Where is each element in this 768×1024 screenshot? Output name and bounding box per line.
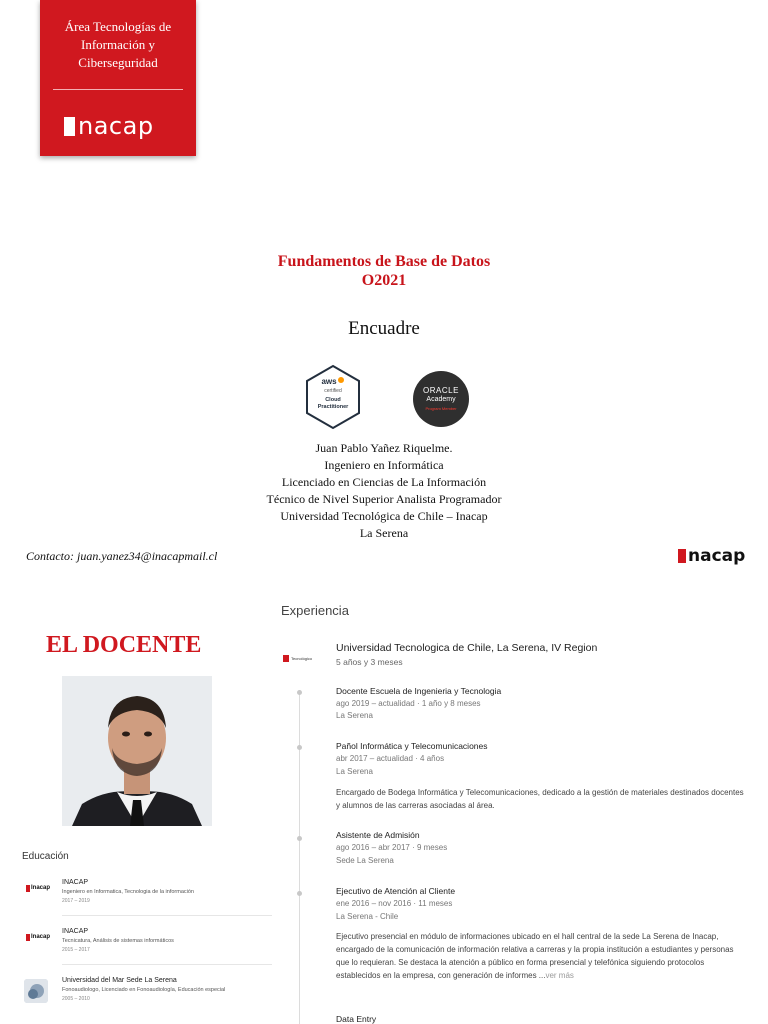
course-name: Fundamentos de Base de Datos [277,253,491,270]
bio-line: Técnico de Nivel Superior Analista Programador [266,492,502,506]
aws-certified-badge [304,364,362,430]
experience-timeline [299,690,300,1024]
banner-line: Ciberseguridad [78,55,158,70]
timeline-dot [297,745,302,750]
bio-line: Licenciado en Ciencias de La Información [281,475,487,489]
education-degree: Ingeniero en Informatica, Tecnologia de la información [62,889,194,895]
education-dates: 2015 – 2017 [62,947,90,953]
inacap-logo-text: nacap [688,546,746,566]
oracle-academy-badge [413,371,469,427]
inacap-mini-logo [26,932,56,942]
inacap-logo-mark [283,655,289,662]
aws-certified-label: certified [324,388,342,394]
aws-check-icon [338,377,344,383]
position-location: La Serena - Chile [336,912,399,921]
instructor-name: Juan Pablo Yañez Riquelme. [315,441,453,455]
oracle-member-label: Program Member [425,406,457,411]
inacap-logo-text: Inacap [31,885,51,891]
position-title: Docente Escuela de Ingenieria y Tecnologia [336,686,502,696]
position-dates: ago 2016 – abr 2017 · 9 meses [336,843,448,852]
aws-cloud-label: Cloud [325,397,341,403]
timeline-dot [297,690,302,695]
education-degree: Tecnicatura, Análisis de sistemas informáticos [62,938,174,944]
position-dates: ene 2016 – nov 2016 · 11 meses [336,899,453,908]
education-item [22,928,272,966]
bio-line: La Serena [359,526,409,540]
company-logo [283,652,319,664]
university-logo-icon [24,979,48,1003]
education-dates: 2005 – 2010 [62,996,90,1002]
bio-line: Universidad Tecnológica de Chile – Inacap [280,509,488,523]
inacap-logo-small [678,546,745,566]
education-degree: Fonoaudiologo, Licenciado en Fonoaudiología, Educación especial [62,987,226,993]
aws-practitioner-label: Practitioner [317,404,349,410]
inacap-logo-mark [678,549,686,563]
position-description [336,930,746,982]
inacap-logo-mark [26,885,30,892]
instructor-photo [62,676,212,826]
course-code: O2021 [361,272,407,289]
divider [62,915,272,916]
position-title: Ejecutivo de Atención al Cliente [336,886,456,896]
position-location: La Serena [336,767,373,776]
course-title [0,252,768,290]
position-title: Asistente de Admisión [336,830,420,840]
inacap-logo-text: nacap [78,112,154,140]
banner-title [40,18,196,72]
area-banner [40,0,196,156]
education-dates: 2017 – 2019 [62,898,90,904]
see-more-link[interactable]: ver más [545,971,574,980]
education-item [22,879,272,917]
banner-line: Información y [80,37,155,52]
bio-line: Ingeniero en Informática [324,458,444,472]
position-dates: ago 2019 – actualidad · 1 año y 8 meses [336,699,481,708]
position-title: Data Entry [336,1014,377,1024]
inacap-logo-mark [64,117,75,136]
docente-heading: EL DOCENTE [46,632,202,658]
timeline-dot [297,891,302,896]
inacap-logo-text: Inacap [31,934,51,940]
education-item [22,977,272,1015]
inacap-logo-mark [26,934,30,941]
instructor-bio [0,440,768,542]
position-description-text: Ejecutivo presencial en módulo de informaciones ubicado en el hall central de la sede La Serena de Inacap, encargado de la comunicación de información relativa a carreras y la propia institución a estudiantes y personas que lo requieran. Se destaca la atención a público en forma presencial y telefónica siguiendo protocolos establecidos en la empresa, con generación de informes ... [336,932,734,980]
company-name: Universidad Tecnologica de Chile, La Serena, IV Region [336,642,598,654]
banner-divider [53,89,183,90]
banner-line: Área Tecnologías de [64,19,172,34]
education-heading: Educación [22,851,69,862]
inacap-mini-logo [26,883,56,893]
position-location: Sede La Serena [336,856,394,865]
education-school: INACAP [62,928,89,935]
position-title: Pañol Informática y Telecomunicaciones [336,741,488,751]
experience-heading: Experiencia [281,603,349,618]
contact-email: Contacto: juan.yanez34@inacapmail.cl [26,549,218,563]
timeline-dot [297,836,302,841]
company-duration: 5 años y 3 meses [336,657,403,667]
aws-logo-text: aws [321,377,337,386]
company-logo-text: Tecnológico [291,655,313,661]
divider [62,964,272,965]
inacap-logo [64,110,174,142]
document-subtitle: Encuadre [348,318,420,339]
education-school: INACAP [62,879,89,886]
oracle-academy-label: Academy [426,396,456,403]
position-location: La Serena [336,711,373,720]
oracle-logo-text: ORACLE [423,386,459,395]
education-school: Universidad del Mar Sede La Serena [62,977,177,984]
position-dates: abr 2017 – actualidad · 4 años [336,754,445,763]
position-description: Encargado de Bodega Informática y Telecomunicaciones, dedicado a la gestión de materiales destinados docentes y alumnos de las carreras asociadas al área. [336,788,744,810]
